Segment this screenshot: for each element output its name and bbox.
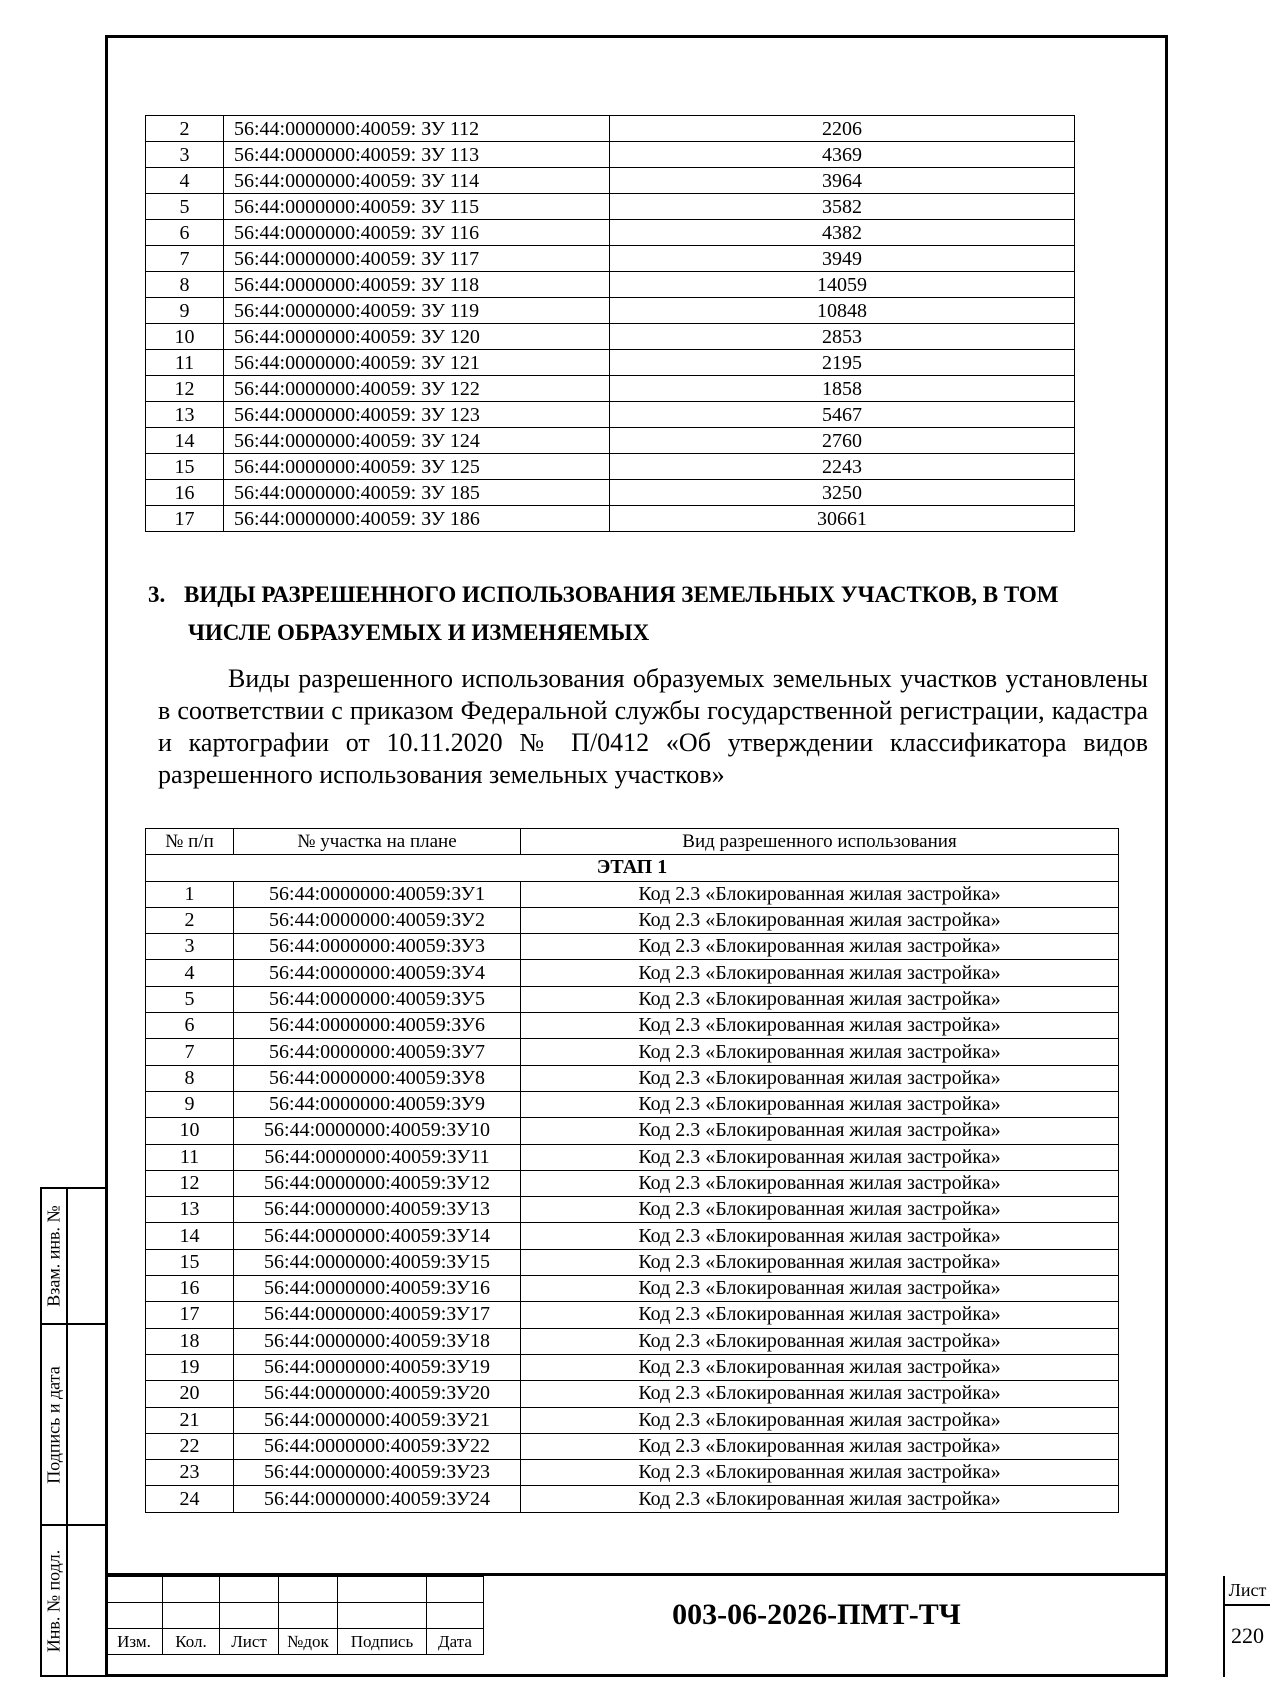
row-number: 9 bbox=[146, 298, 224, 324]
row-number: 17 bbox=[146, 1302, 234, 1328]
permitted-use: Код 2.3 «Блокированная жилая застройка» bbox=[521, 1433, 1119, 1459]
plot-id: 56:44:0000000:40059: ЗУ 119 bbox=[224, 298, 610, 324]
permitted-use: Код 2.3 «Блокированная жилая застройка» bbox=[521, 1197, 1119, 1223]
permitted-use: Код 2.3 «Блокированная жилая застройка» bbox=[521, 1407, 1119, 1433]
plot-id: 56:44:0000000:40059:ЗУ20 bbox=[234, 1381, 521, 1407]
table-row bbox=[146, 454, 1075, 480]
row-number: 4 bbox=[146, 960, 234, 986]
table-row bbox=[146, 428, 1075, 454]
title-col-label: Кол. bbox=[163, 1629, 220, 1655]
permitted-use: Код 2.3 «Блокированная жилая застройка» bbox=[521, 1039, 1119, 1065]
permitted-use: Код 2.3 «Блокированная жилая застройка» bbox=[521, 1223, 1119, 1249]
row-number: 3 bbox=[146, 934, 234, 960]
plot-id: 56:44:0000000:40059: ЗУ 121 bbox=[224, 350, 610, 376]
row-number: 14 bbox=[146, 428, 224, 454]
table-row bbox=[146, 1433, 1119, 1459]
stage-label: ЭТАП 1 bbox=[146, 855, 1119, 881]
plot-id: 56:44:0000000:40059: ЗУ 120 bbox=[224, 324, 610, 350]
plot-area: 2760 bbox=[610, 428, 1075, 454]
row-number: 3 bbox=[146, 142, 224, 168]
table-row bbox=[146, 881, 1119, 907]
permitted-use: Код 2.3 «Блокированная жилая застройка» bbox=[521, 934, 1119, 960]
row-number: 11 bbox=[146, 1144, 234, 1170]
permitted-use: Код 2.3 «Блокированная жилая застройка» bbox=[521, 1460, 1119, 1486]
permitted-use: Код 2.3 «Блокированная жилая застройка» bbox=[521, 1249, 1119, 1275]
plot-id: 56:44:0000000:40059: ЗУ 117 bbox=[224, 246, 610, 272]
table-row bbox=[146, 934, 1119, 960]
row-number: 13 bbox=[146, 402, 224, 428]
plot-area: 4382 bbox=[610, 220, 1075, 246]
permitted-use: Код 2.3 «Блокированная жилая застройка» bbox=[521, 986, 1119, 1012]
table-row bbox=[146, 402, 1075, 428]
section-heading bbox=[148, 576, 1158, 652]
table-row bbox=[146, 1091, 1119, 1117]
plot-id: 56:44:0000000:40059:ЗУ14 bbox=[234, 1223, 521, 1249]
plot-id: 56:44:0000000:40059:ЗУ7 bbox=[234, 1039, 521, 1065]
plot-area: 14059 bbox=[610, 272, 1075, 298]
table-row bbox=[146, 376, 1075, 402]
row-number: 10 bbox=[146, 324, 224, 350]
plot-area: 2243 bbox=[610, 454, 1075, 480]
row-number: 22 bbox=[146, 1433, 234, 1459]
plot-id: 56:44:0000000:40059: ЗУ 186 bbox=[224, 506, 610, 532]
row-number: 12 bbox=[146, 1170, 234, 1196]
plot-id: 56:44:0000000:40059:ЗУ21 bbox=[234, 1407, 521, 1433]
table-row bbox=[146, 986, 1119, 1012]
stamp-podpis-data bbox=[40, 1323, 105, 1526]
row-number: 4 bbox=[146, 168, 224, 194]
plot-id: 56:44:0000000:40059: ЗУ 112 bbox=[224, 116, 610, 142]
plot-area: 4369 bbox=[610, 142, 1075, 168]
table-row bbox=[146, 298, 1075, 324]
stamp-vzam-label: Взам. инв. № bbox=[43, 1205, 64, 1307]
plot-id: 56:44:0000000:40059:ЗУ19 bbox=[234, 1354, 521, 1380]
plot-id: 56:44:0000000:40059:ЗУ2 bbox=[234, 907, 521, 933]
permitted-use: Код 2.3 «Блокированная жилая застройка» bbox=[521, 1118, 1119, 1144]
plot-id: 56:44:0000000:40059: ЗУ 185 bbox=[224, 480, 610, 506]
permitted-use: Код 2.3 «Блокированная жилая застройка» bbox=[521, 1065, 1119, 1091]
title-col-label: Дата bbox=[427, 1629, 484, 1655]
row-number: 16 bbox=[146, 480, 224, 506]
plot-id: 56:44:0000000:40059: ЗУ 113 bbox=[224, 142, 610, 168]
plot-id: 56:44:0000000:40059:ЗУ6 bbox=[234, 1013, 521, 1039]
row-number: 16 bbox=[146, 1276, 234, 1302]
plot-area: 3949 bbox=[610, 246, 1075, 272]
stamp-podpis-label: Подпись и дата bbox=[43, 1365, 64, 1484]
plot-id: 56:44:0000000:40059:ЗУ15 bbox=[234, 1249, 521, 1275]
table-row bbox=[146, 1486, 1119, 1512]
row-number: 8 bbox=[146, 272, 224, 298]
stage-row bbox=[146, 855, 1119, 881]
row-number: 13 bbox=[146, 1197, 234, 1223]
plot-id: 56:44:0000000:40059: ЗУ 125 bbox=[224, 454, 610, 480]
plot-id: 56:44:0000000:40059:ЗУ8 bbox=[234, 1065, 521, 1091]
title-col-label: Изм. bbox=[106, 1629, 163, 1655]
row-number: 21 bbox=[146, 1407, 234, 1433]
row-number: 5 bbox=[146, 986, 234, 1012]
plot-id: 56:44:0000000:40059:ЗУ11 bbox=[234, 1144, 521, 1170]
permitted-use: Код 2.3 «Блокированная жилая застройка» bbox=[521, 881, 1119, 907]
plot-id: 56:44:0000000:40059:ЗУ9 bbox=[234, 1091, 521, 1117]
plot-id: 56:44:0000000:40059:ЗУ5 bbox=[234, 986, 521, 1012]
table-row bbox=[146, 246, 1075, 272]
table-row bbox=[146, 194, 1075, 220]
row-number: 15 bbox=[146, 454, 224, 480]
table-row bbox=[146, 1328, 1119, 1354]
row-number: 20 bbox=[146, 1381, 234, 1407]
row-number: 18 bbox=[146, 1328, 234, 1354]
plot-id: 56:44:0000000:40059:ЗУ24 bbox=[234, 1486, 521, 1512]
table-row bbox=[146, 324, 1075, 350]
section-title-line1: ВИДЫ РАЗРЕШЕННОГО ИСПОЛЬЗОВАНИЯ ЗЕМЕЛЬНЫХ УЧАСТКОВ, В ТОМ bbox=[184, 582, 1059, 607]
row-number: 1 bbox=[146, 881, 234, 907]
stamp-inv-podl bbox=[40, 1524, 105, 1677]
plot-id: 56:44:0000000:40059: ЗУ 118 bbox=[224, 272, 610, 298]
row-number: 2 bbox=[146, 907, 234, 933]
header-num: № п/п bbox=[146, 829, 234, 855]
table-row bbox=[146, 1407, 1119, 1433]
row-number: 19 bbox=[146, 1354, 234, 1380]
table-row bbox=[146, 960, 1119, 986]
permitted-use: Код 2.3 «Блокированная жилая застройка» bbox=[521, 1091, 1119, 1117]
plot-id: 56:44:0000000:40059: ЗУ 123 bbox=[224, 402, 610, 428]
permitted-use: Код 2.3 «Блокированная жилая застройка» bbox=[521, 1302, 1119, 1328]
row-number: 6 bbox=[146, 1013, 234, 1039]
table-row bbox=[146, 1144, 1119, 1170]
plot-area: 10848 bbox=[610, 298, 1075, 324]
section-title-line2: ЧИСЛЕ ОБРАЗУЕМЫХ И ИЗМЕНЯЕМЫХ bbox=[188, 620, 650, 645]
table-row bbox=[146, 1170, 1119, 1196]
sheet-box bbox=[1223, 1576, 1270, 1677]
table-row bbox=[146, 1381, 1119, 1407]
table-row bbox=[146, 1039, 1119, 1065]
plot-id: 56:44:0000000:40059:ЗУ18 bbox=[234, 1328, 521, 1354]
plots-area-table bbox=[145, 115, 1075, 532]
title-col-label: №док bbox=[279, 1629, 338, 1655]
plot-id: 56:44:0000000:40059:ЗУ23 bbox=[234, 1460, 521, 1486]
plot-area: 5467 bbox=[610, 402, 1075, 428]
stamp-vzam-inv bbox=[40, 1187, 105, 1325]
row-number: 12 bbox=[146, 376, 224, 402]
table-row bbox=[146, 1460, 1119, 1486]
table-row bbox=[146, 168, 1075, 194]
section-number: 3. bbox=[148, 582, 166, 607]
row-number: 10 bbox=[146, 1118, 234, 1144]
plot-area: 2206 bbox=[610, 116, 1075, 142]
plot-id: 56:44:0000000:40059:ЗУ17 bbox=[234, 1302, 521, 1328]
table-row bbox=[146, 1197, 1119, 1223]
row-number: 14 bbox=[146, 1223, 234, 1249]
permitted-use: Код 2.3 «Блокированная жилая застройка» bbox=[521, 1328, 1119, 1354]
table-row bbox=[146, 142, 1075, 168]
section-paragraph bbox=[158, 663, 1148, 791]
row-number: 24 bbox=[146, 1486, 234, 1512]
row-number: 11 bbox=[146, 350, 224, 376]
table-row bbox=[146, 1223, 1119, 1249]
sheet-label: Лист bbox=[1225, 1576, 1270, 1606]
row-number: 23 bbox=[146, 1460, 234, 1486]
plot-area: 3250 bbox=[610, 480, 1075, 506]
sheet-number: 220 bbox=[1231, 1623, 1264, 1648]
row-number: 8 bbox=[146, 1065, 234, 1091]
table-row bbox=[146, 1065, 1119, 1091]
plot-id: 56:44:0000000:40059:ЗУ16 bbox=[234, 1276, 521, 1302]
plot-id: 56:44:0000000:40059:ЗУ3 bbox=[234, 934, 521, 960]
row-number: 2 bbox=[146, 116, 224, 142]
plot-id: 56:44:0000000:40059:ЗУ13 bbox=[234, 1197, 521, 1223]
row-number: 17 bbox=[146, 506, 224, 532]
row-number: 6 bbox=[146, 220, 224, 246]
plot-area: 2195 bbox=[610, 350, 1075, 376]
permitted-use: Код 2.3 «Блокированная жилая застройка» bbox=[521, 1486, 1119, 1512]
table-row bbox=[146, 1118, 1119, 1144]
permitted-use: Код 2.3 «Блокированная жилая застройка» bbox=[521, 907, 1119, 933]
row-number: 15 bbox=[146, 1249, 234, 1275]
header-plot: № участка на плане bbox=[234, 829, 521, 855]
permitted-use: Код 2.3 «Блокированная жилая застройка» bbox=[521, 1381, 1119, 1407]
title-col-label: Лист bbox=[220, 1629, 279, 1655]
plot-id: 56:44:0000000:40059:ЗУ10 bbox=[234, 1118, 521, 1144]
plot-id: 56:44:0000000:40059: ЗУ 115 bbox=[224, 194, 610, 220]
permitted-use: Код 2.3 «Блокированная жилая застройка» bbox=[521, 1354, 1119, 1380]
plot-id: 56:44:0000000:40059: ЗУ 122 bbox=[224, 376, 610, 402]
table-row bbox=[146, 350, 1075, 376]
title-block bbox=[105, 1573, 1267, 1677]
header-use: Вид разрешенного использования bbox=[521, 829, 1119, 855]
table-row bbox=[146, 272, 1075, 298]
plot-id: 56:44:0000000:40059:ЗУ22 bbox=[234, 1433, 521, 1459]
plot-id: 56:44:0000000:40059:ЗУ1 bbox=[234, 881, 521, 907]
table-row bbox=[146, 1354, 1119, 1380]
permitted-use: Код 2.3 «Блокированная жилая застройка» bbox=[521, 1276, 1119, 1302]
table-row bbox=[146, 116, 1075, 142]
plot-id: 56:44:0000000:40059: ЗУ 116 bbox=[224, 220, 610, 246]
document-number: 003-06-2026-ПМТ-ТЧ bbox=[672, 1598, 961, 1631]
row-number: 9 bbox=[146, 1091, 234, 1117]
table-header-row bbox=[146, 829, 1119, 855]
plot-area: 30661 bbox=[610, 506, 1075, 532]
table-row bbox=[146, 506, 1075, 532]
plot-id: 56:44:0000000:40059: ЗУ 114 bbox=[224, 168, 610, 194]
plot-id: 56:44:0000000:40059:ЗУ4 bbox=[234, 960, 521, 986]
table-row bbox=[146, 907, 1119, 933]
section-paragraph-text: Виды разрешенного использования образуемых земельных участков установлены в соответствии с приказом Федеральной службы государственной регистрации, кадастра и картографии от 10.11.2020 № П/0412 «Об утверждении классификатора видов разрешенного использования земельных участков» bbox=[158, 664, 1148, 789]
table-row bbox=[146, 480, 1075, 506]
permitted-use-table bbox=[145, 828, 1119, 1513]
table-row bbox=[146, 1013, 1119, 1039]
table-row bbox=[146, 1276, 1119, 1302]
table-row bbox=[146, 220, 1075, 246]
plot-area: 1858 bbox=[610, 376, 1075, 402]
plot-area: 3964 bbox=[610, 168, 1075, 194]
table-row bbox=[146, 1302, 1119, 1328]
row-number: 5 bbox=[146, 194, 224, 220]
plot-area: 3582 bbox=[610, 194, 1075, 220]
plot-id: 56:44:0000000:40059: ЗУ 124 bbox=[224, 428, 610, 454]
permitted-use: Код 2.3 «Блокированная жилая застройка» bbox=[521, 960, 1119, 986]
row-number: 7 bbox=[146, 246, 224, 272]
permitted-use: Код 2.3 «Блокированная жилая застройка» bbox=[521, 1170, 1119, 1196]
row-number: 7 bbox=[146, 1039, 234, 1065]
title-col-label: Подпись bbox=[338, 1629, 427, 1655]
table-row bbox=[146, 1249, 1119, 1275]
plot-area: 2853 bbox=[610, 324, 1075, 350]
plot-id: 56:44:0000000:40059:ЗУ12 bbox=[234, 1170, 521, 1196]
revision-table bbox=[105, 1576, 484, 1655]
permitted-use: Код 2.3 «Блокированная жилая застройка» bbox=[521, 1013, 1119, 1039]
stamp-inv-label: Инв. № подл. bbox=[43, 1549, 64, 1652]
permitted-use: Код 2.3 «Блокированная жилая застройка» bbox=[521, 1144, 1119, 1170]
